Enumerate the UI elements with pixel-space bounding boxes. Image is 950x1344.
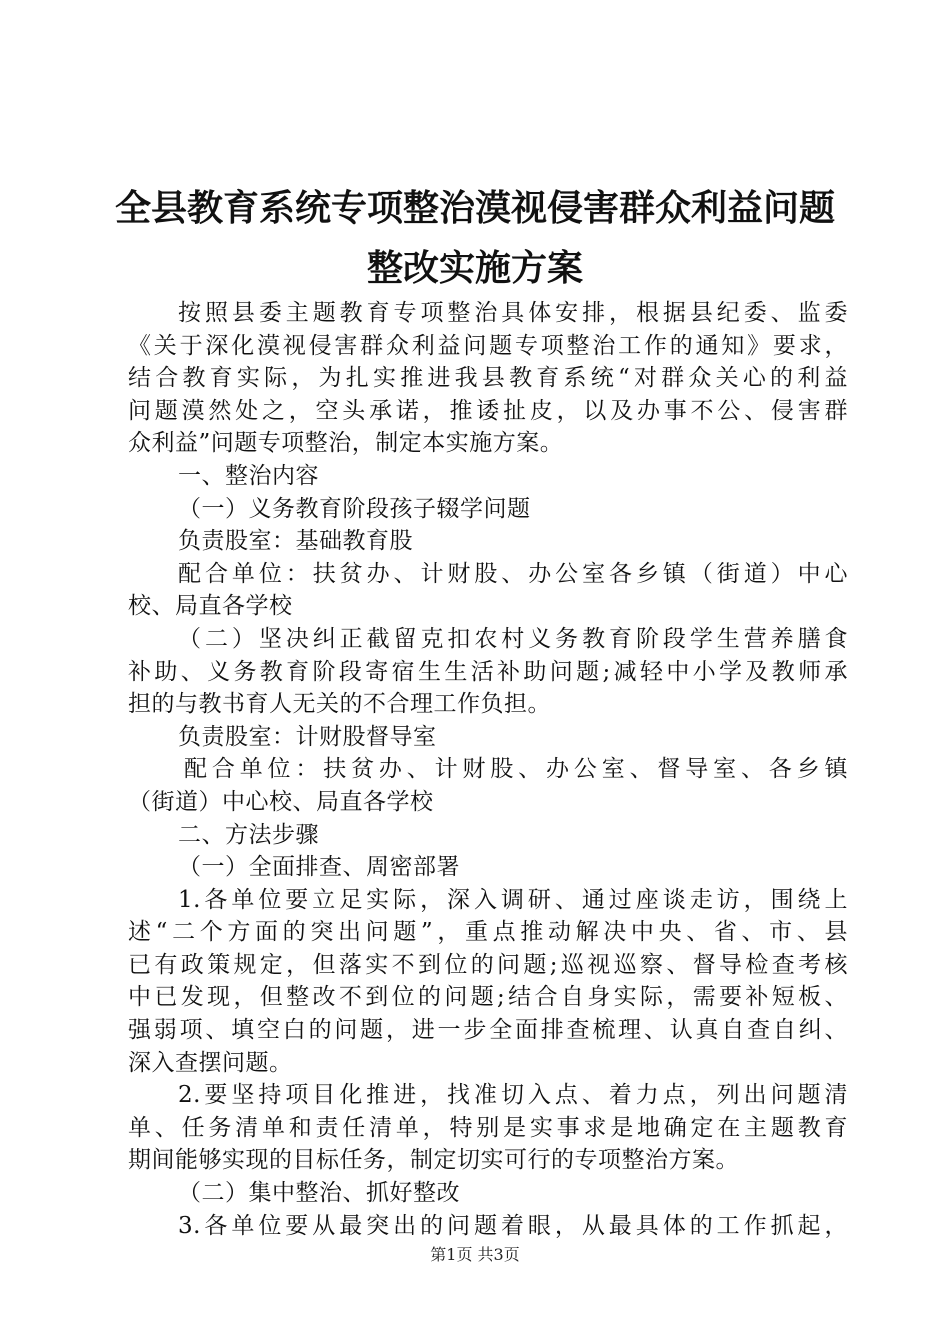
document-title-line-1: 全县教育系统专项整治漠视侵害群众利益问题	[114, 187, 835, 229]
body-line: 配合单位：扶贫办、计财股、办公室各乡镇（街道）中心	[178, 560, 848, 587]
body-line: 《关于深化漠视侵害群众利益问题专项整治工作的通知》要求，	[128, 332, 848, 359]
subsection-heading: （二）坚决纠正截留克扣农村义务教育阶段学生营养膳食	[178, 625, 848, 652]
body-line: 众利益”问题专项整治，制定本实施方案。	[128, 430, 564, 457]
section-heading: 一、整治内容	[178, 462, 319, 489]
subsection-heading: （二）集中整治、抓好整改	[178, 1180, 460, 1207]
page-footer: 第1页 共3页	[430, 1245, 520, 1264]
body-line: 结合教育实际，为扎实推进我县教育系统“对群众关心的利益	[128, 365, 848, 392]
body-line: 担的与教书育人无关的不合理工作负担。	[128, 691, 551, 718]
body-line: 问题漠然处之，空头承诺，推诿扯皮，以及办事不公、侵害群	[128, 397, 848, 424]
body-line: 强弱项、填空白的问题，进一步全面排查梳理、认真自查自纠、	[128, 1017, 848, 1044]
document-body	[128, 297, 848, 1242]
body-line: 述“二个方面的突出问题”，重点推动解决中央、省、市、县	[128, 919, 848, 946]
body-line: 1.各单位要立足实际，深入调研、通过座谈走访，围绕上	[178, 886, 848, 913]
document-title-line-2: 整改实施方案	[366, 247, 583, 289]
body-line: 按照县委主题教育专项整治具体安排，根据县纪委、监委	[178, 300, 848, 326]
body-line: 配合单位：扶贫办、计财股、办公室、督导室、各乡镇	[184, 756, 848, 783]
body-line: 中已发现，但整改不到位的问题;结合自身实际，需要补短板、	[128, 984, 848, 1011]
subsection-heading: （一）全面排查、周密部署	[178, 854, 460, 881]
body-line: 3.各单位要从最突出的问题着眼，从最具体的工作抓起，	[178, 1212, 848, 1239]
body-line: （街道）中心校、局直各学校	[128, 788, 434, 815]
body-line: 已有政策规定，但落实不到位的问题;巡视巡察、督导检查考核	[128, 951, 848, 978]
subsection-heading: （一）义务教育阶段孩子辍学问题	[178, 495, 531, 522]
body-line: 单、任务清单和责任清单，特别是实事求是地确定在主题教育	[128, 1114, 848, 1141]
body-line: 负责股室：计财股督导室	[178, 723, 437, 750]
body-line: 校、局直各学校	[128, 593, 293, 620]
body-line: 2.要坚持项目化推进，找准切入点、着力点，列出问题清	[178, 1082, 848, 1109]
body-line: 补助、义务教育阶段寄宿生生活补助问题;减轻中小学及教师承	[128, 658, 848, 685]
body-line: 期间能够实现的目标任务，制定切实可行的专项整治方案。	[128, 1147, 739, 1174]
section-heading: 二、方法步骤	[178, 821, 319, 848]
body-line: 深入查摆问题。	[128, 1049, 293, 1076]
body-line: 负责股室：基础教育股	[178, 528, 413, 555]
